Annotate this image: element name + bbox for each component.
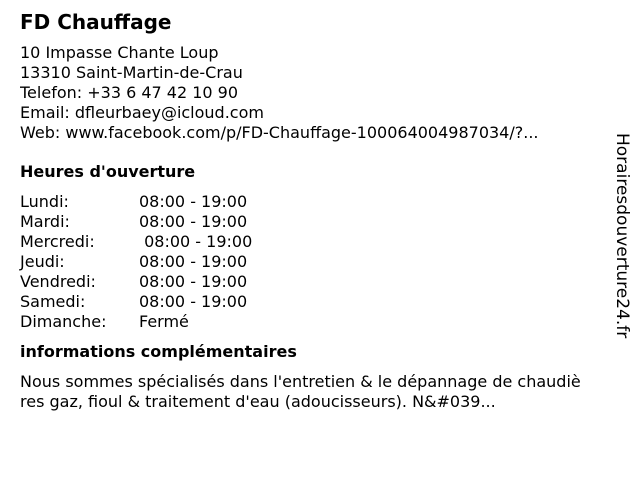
hours-row-saturday <box>20 292 252 312</box>
day-label: Mercredi: <box>20 232 95 251</box>
website-line: Web: www.facebook.com/p/FD-Chauffage-100064004987034/?... <box>20 123 539 142</box>
day-label: Jeudi: <box>20 252 65 271</box>
hours-row-tuesday <box>20 212 252 232</box>
opening-hours-heading: Heures d'ouverture <box>20 162 196 181</box>
day-label: Vendredi: <box>20 272 96 291</box>
hours-row-thursday <box>20 252 252 272</box>
day-label: Samedi: <box>20 292 86 311</box>
day-hours: 08:00 - 19:00 <box>139 212 248 231</box>
day-hours: 08:00 - 19:00 <box>139 292 248 311</box>
day-hours: Fermé <box>139 312 189 331</box>
hours-row-friday <box>20 272 252 292</box>
additional-info-heading: informations complémentaires <box>20 342 297 361</box>
business-name: FD Chauffage <box>20 10 172 34</box>
hours-row-wednesday <box>20 232 252 252</box>
opening-hours-table <box>20 192 252 332</box>
email-line: Email: dfleurbaey@icloud.com <box>20 103 264 122</box>
phone-line: Telefon: +33 6 47 42 10 90 <box>20 83 239 102</box>
address-city: 13310 Saint-Martin-de-Crau <box>20 63 243 82</box>
day-hours: 08:00 - 19:00 <box>139 192 248 211</box>
hours-row-sunday <box>20 312 252 332</box>
address-street: 10 Impasse Chante Loup <box>20 43 219 62</box>
day-label: Mardi: <box>20 212 70 231</box>
hours-row-monday <box>20 192 252 212</box>
business-card <box>20 10 600 412</box>
day-hours: 08:00 - 19:00 <box>139 272 248 291</box>
day-hours: 08:00 - 19:00 <box>139 232 253 251</box>
site-watermark: Horairesdouverture24.fr <box>612 133 632 339</box>
day-label: Dimanche: <box>20 312 107 331</box>
day-label: Lundi: <box>20 192 69 211</box>
business-description: Nous sommes spécialisés dans l'entretien & le dépannage de chaudières gaz, fioul & traitement d'eau (adoucisseurs). N&#039... <box>20 372 581 411</box>
day-hours: 08:00 - 19:00 <box>139 252 248 271</box>
